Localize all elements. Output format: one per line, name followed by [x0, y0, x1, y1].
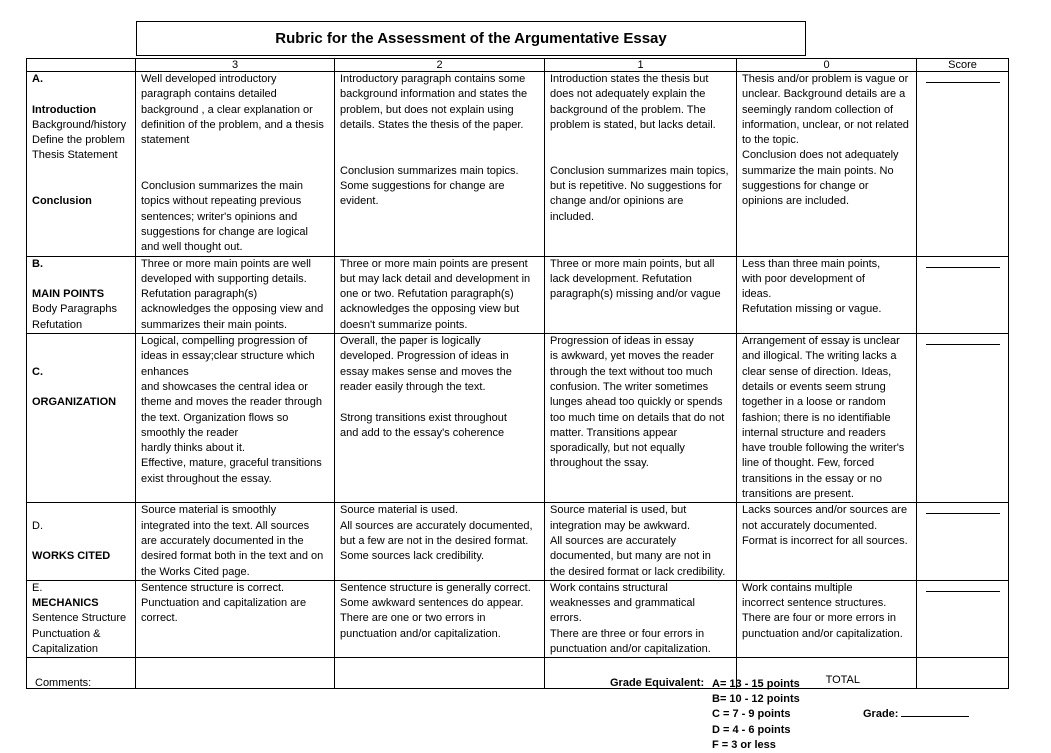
cell-line: MAIN POINTS: [32, 288, 105, 301]
criteria-cell: [335, 334, 545, 503]
cell-line: and well thought out.: [141, 241, 243, 254]
cell-line: too much time on details that do not: [550, 411, 725, 424]
cell-line: Introductory paragraph contains some: [340, 73, 526, 85]
category-cell: [27, 580, 136, 657]
category-cell: [27, 72, 136, 257]
cell-line: ORGANIZATION: [32, 396, 117, 409]
cell-line: not accurately documented.: [742, 519, 878, 532]
cell-line: matter. Transitions appear: [550, 426, 678, 439]
cell-line: lack development. Refutation: [550, 272, 692, 285]
cell-line: with poor development of: [742, 272, 865, 285]
line-gap: [32, 272, 130, 287]
cell-line: definition of the problem, and a thesis: [141, 118, 324, 131]
cell-line: Conclusion does not adequately: [742, 149, 899, 162]
cell-line: There are one or two errors in: [340, 612, 486, 625]
cell-line: essay makes sense and moves the: [340, 365, 512, 378]
cell-line: Refutation paragraph(s): [141, 288, 258, 301]
grade-scale-item: F = 3 or less: [712, 738, 776, 751]
total-score-cell[interactable]: [917, 658, 1009, 689]
cell-line: punctuation and/or capitalization.: [742, 627, 903, 640]
cell-line: Logical, compelling progression of: [141, 335, 308, 348]
cell-line: statement: [141, 134, 190, 147]
score-cell[interactable]: [917, 334, 1009, 503]
cell-line: Strong transitions exist throughout: [340, 411, 507, 424]
cell-line: but may lack detail and development in: [340, 272, 531, 285]
cell-line: problem is stated, but lacks detail.: [550, 118, 716, 131]
cell-line: throughout the ssay.: [550, 457, 649, 470]
cell-line: problem, but does not explain using: [340, 103, 514, 116]
cell-line: Format is incorrect for all sources.: [742, 534, 908, 547]
cell-line: All sources are accurately documented,: [340, 519, 533, 532]
cell-line: There are three or four errors in: [550, 627, 705, 640]
criteria-cell: [737, 503, 917, 580]
cell-line: included.: [550, 210, 595, 223]
cell-line: Conclusion: [32, 195, 92, 208]
cell-line: Work contains structural: [550, 581, 668, 594]
category-cell: [27, 334, 136, 503]
cell-line: integrated into the text. All sources: [141, 519, 310, 532]
cell-line: summarizes their main points.: [141, 318, 288, 331]
cell-line: Thesis Statement: [32, 149, 118, 162]
cell-line: Three or more main points are present: [340, 257, 528, 270]
cell-line: Body Paragraphs: [32, 303, 117, 316]
cell-line: punctuation and/or capitalization.: [550, 642, 711, 655]
cell-line: Sentence structure is generally correct.: [340, 581, 531, 594]
criteria-cell: [737, 334, 917, 503]
line-gap: [32, 164, 130, 179]
cell-line: summarize the main points. No: [742, 164, 894, 177]
table-row: [27, 72, 1009, 257]
line-gap: [32, 503, 130, 518]
cell-line: Background/history: [32, 118, 127, 131]
line-gap: [32, 179, 130, 194]
criteria-cell: [545, 72, 737, 257]
category-cell: [27, 503, 136, 580]
cell-line: documented, but many are not in: [550, 550, 711, 563]
cell-line: evident.: [340, 195, 379, 208]
grade-scale-item: B= 10 - 12 points: [712, 693, 800, 706]
criteria-cell: [545, 256, 737, 333]
cell-line: punctuation and/or capitalization.: [340, 627, 501, 640]
header-score: Score: [917, 59, 1009, 72]
cell-line: integration may be awkward.: [550, 519, 691, 532]
cell-line: the Works Cited page.: [141, 565, 250, 578]
line-gap: [32, 334, 130, 349]
rubric-title: Rubric for the Assessment of the Argumentative Essay: [136, 21, 806, 56]
criteria-cell: [545, 334, 737, 503]
cell-line: the text. Organization flows so: [141, 411, 289, 424]
cell-line: fashion; there is no identifiable: [742, 411, 891, 424]
cell-line: internal structure and readers: [742, 426, 886, 439]
cell-line: Sentence Structure: [32, 612, 127, 625]
cell-line: information, unclear, or not related: [742, 118, 909, 131]
grade-scale-item: D = 4 - 6 points: [712, 723, 791, 736]
cell-line: Some suggestions for change are: [340, 180, 505, 193]
cell-line: seemingly random collection of: [742, 103, 894, 116]
cell-line: developed. Progression of ideas in: [340, 350, 509, 363]
cell-line: Refutation missing or vague.: [742, 303, 882, 316]
cell-line: Three or more main points are well: [141, 257, 311, 270]
header-score-3: 3: [136, 59, 335, 72]
table-row: [27, 256, 1009, 333]
cell-line: Progression of ideas in essay: [550, 335, 694, 348]
criteria-cell: [136, 72, 335, 257]
table-row: [27, 580, 1009, 657]
cell-line: Thesis and/or problem is vague or: [742, 73, 909, 85]
cell-line: weaknesses and grammatical: [550, 597, 695, 610]
cell-line: doesn't summarize points.: [340, 318, 468, 331]
cell-line: Well developed introductory: [141, 73, 277, 85]
cell-line: Three or more main points, but all: [550, 257, 715, 270]
header-category: [27, 59, 136, 72]
header-score-1: 1: [545, 59, 737, 72]
cell-line: Conclusion summarizes the main: [141, 180, 304, 193]
table-row: [27, 503, 1009, 580]
line-gap: [550, 133, 731, 148]
score-blank[interactable]: [926, 581, 1000, 592]
cell-line: errors.: [550, 612, 582, 625]
cell-line: and illogical. The writing lacks a: [742, 350, 897, 363]
cell-line: are accurately documented in the: [141, 534, 304, 547]
cell-line: and showcases the central idea or: [141, 380, 308, 393]
grade-scale-item: C = 7 - 9 points: [712, 708, 791, 721]
line-gap: [32, 534, 130, 549]
line-gap: [340, 133, 539, 148]
cell-line: Overall, the paper is logically: [340, 335, 481, 348]
score-blank[interactable]: [926, 257, 1000, 268]
cell-line: acknowledges the opposing view and: [141, 303, 324, 316]
cell-line: confusion. The writer sometimes: [550, 380, 709, 393]
cell-line: sentences; writer's opinions and: [141, 210, 298, 223]
score-cell[interactable]: [917, 580, 1009, 657]
cell-line: Refutation: [32, 318, 83, 331]
cell-line: to the topic.: [742, 134, 799, 147]
criteria-cell: [545, 580, 737, 657]
cell-line: theme and moves the reader through: [141, 396, 323, 409]
cell-line: Arrangement of essay is unclear: [742, 335, 900, 348]
cell-line: but is repetitive. No suggestions for: [550, 180, 722, 193]
score-blank[interactable]: [926, 503, 1000, 514]
cell-line: Punctuation &: [32, 627, 101, 640]
cell-line: incorrect sentence structures.: [742, 597, 887, 610]
cell-line: sporadically, but not equally: [550, 442, 685, 455]
grade-equivalent-label: Grade Equivalent:: [610, 677, 705, 689]
criteria-cell: [545, 503, 737, 580]
cell-line: smoothly the reader: [141, 426, 239, 439]
cell-line: correct.: [141, 612, 178, 625]
empty-cell: [136, 658, 335, 689]
cell-line: together in a loose or random: [742, 396, 886, 409]
cell-line: Punctuation and capitalization are: [141, 597, 307, 610]
cell-line: line of thought. Few, forced: [742, 457, 875, 470]
score-cell[interactable]: [917, 72, 1009, 257]
cell-line: one or two. Refutation paragraph(s): [340, 288, 514, 301]
cell-line: enhances: [141, 365, 189, 378]
score-cell[interactable]: [917, 256, 1009, 333]
score-blank[interactable]: [926, 72, 1000, 83]
cell-line: background information and states the: [340, 88, 528, 101]
cell-line: is awkward, yet moves the reader: [550, 350, 714, 363]
line-gap: [141, 164, 329, 179]
cell-line: Some sources lack credibility.: [340, 550, 485, 563]
cell-line: MECHANICS: [32, 597, 99, 610]
cell-line: hardly thinks about it.: [141, 442, 245, 455]
cell-line: exist throughout the essay.: [141, 472, 272, 485]
cell-line: Source material is smoothly: [141, 504, 277, 517]
score-cell[interactable]: [917, 503, 1009, 580]
cell-line: background , a clear explanation or: [141, 103, 313, 116]
cell-line: background of the problem. The: [550, 103, 706, 116]
criteria-cell: [136, 334, 335, 503]
header-score-0: 0: [737, 59, 917, 72]
cell-line: Some awkward sentences do appear.: [340, 597, 524, 610]
grade-blank[interactable]: [901, 707, 969, 717]
cell-line: Source material is used, but: [550, 504, 687, 517]
grade-field: [863, 707, 969, 720]
cell-line: C.: [32, 365, 43, 378]
criteria-cell: [136, 503, 335, 580]
cell-line: There are four or more errors in: [742, 612, 897, 625]
cell-line: topics without repeating previous: [141, 195, 302, 208]
cell-line: reader easily through the text.: [340, 380, 486, 393]
cell-line: Introduction: [32, 103, 97, 116]
cell-line: Introduction states the thesis but: [550, 73, 709, 85]
cell-line: but a few are not in the desired format.: [340, 534, 529, 547]
cell-line: acknowledges the opposing view but: [340, 303, 520, 316]
cell-line: and add to the essay's coherence: [340, 426, 505, 439]
comments-label: Comments:: [35, 677, 92, 689]
cell-line: D.: [32, 519, 43, 532]
grade-label: Grade:: [863, 708, 899, 720]
line-gap: [32, 349, 130, 364]
cell-line: ideas in essay;clear structure which: [141, 350, 315, 363]
criteria-cell: [136, 256, 335, 333]
cell-line: transitions in the essay or no: [742, 472, 883, 485]
line-gap: [32, 380, 130, 395]
empty-cell: [335, 658, 545, 689]
cell-line: opinions are included.: [742, 195, 850, 208]
cell-line: developed with supporting details.: [141, 272, 307, 285]
cell-line: through the text without too much: [550, 365, 713, 378]
line-gap: [340, 395, 539, 410]
cell-line: transitions are present.: [742, 488, 854, 501]
line-gap: [32, 87, 130, 102]
cell-line: Lacks sources and/or sources are: [742, 504, 908, 517]
score-blank[interactable]: [926, 334, 1000, 345]
cell-line: Conclusion summarizes main topics,: [550, 164, 729, 177]
cell-line: desired format both in the text and on: [141, 550, 324, 563]
cell-line: All sources are accurately: [550, 534, 676, 547]
cell-line: Less than three main points,: [742, 257, 881, 270]
cell-line: change and/or opinions are: [550, 195, 684, 208]
cell-line: E.: [32, 581, 43, 594]
grade-scale: [712, 677, 800, 753]
cell-line: A.: [32, 73, 43, 85]
criteria-cell: [737, 256, 917, 333]
cell-line: suggestions for change are logical: [141, 225, 308, 238]
cell-line: Source material is used.: [340, 504, 458, 517]
cell-line: paragraph(s) missing and/or vague: [550, 288, 721, 301]
cell-line: lunges ahead too quickly or spends: [550, 396, 723, 409]
cell-line: have trouble following the writer's: [742, 442, 905, 455]
cell-line: Conclusion summarizes main topics.: [340, 164, 519, 177]
cell-line: ideas.: [742, 288, 772, 301]
line-gap: [340, 148, 539, 163]
cell-line: Effective, mature, graceful transitions: [141, 457, 322, 470]
total-row: [27, 658, 1009, 689]
criteria-cell: [737, 580, 917, 657]
cell-line: Sentence structure is correct.: [141, 581, 285, 594]
cell-line: does not adequately explain the: [550, 88, 706, 101]
cell-line: details or events seem strung: [742, 380, 886, 393]
line-gap: [550, 148, 731, 163]
header-row: [27, 59, 1009, 72]
criteria-cell: [335, 72, 545, 257]
table-row: [27, 334, 1009, 503]
cell-line: details. States the thesis of the paper.: [340, 118, 524, 131]
header-score-2: 2: [335, 59, 545, 72]
cell-line: Define the problem: [32, 134, 125, 147]
criteria-cell: [335, 503, 545, 580]
cell-line: B.: [32, 257, 43, 270]
criteria-cell: [136, 580, 335, 657]
cell-line: Work contains multiple: [742, 581, 853, 594]
category-cell: [27, 256, 136, 333]
cell-line: unclear. Background details are a: [742, 88, 906, 101]
cell-line: suggestions for change or: [742, 180, 869, 193]
grade-scale-item: A= 13 - 15 points: [712, 678, 800, 690]
cell-line: clear sense of direction. Ideas,: [742, 365, 892, 378]
cell-line: the desired format or lack credibility.: [550, 565, 726, 578]
rubric-table: [26, 58, 1009, 689]
criteria-cell: [737, 72, 917, 257]
criteria-cell: [335, 580, 545, 657]
total-label: TOTAL: [737, 658, 917, 689]
line-gap: [141, 148, 329, 163]
criteria-cell: [335, 256, 545, 333]
cell-line: Capitalization: [32, 642, 99, 655]
cell-line: paragraph contains detailed: [141, 88, 277, 101]
cell-line: WORKS CITED: [32, 550, 111, 563]
